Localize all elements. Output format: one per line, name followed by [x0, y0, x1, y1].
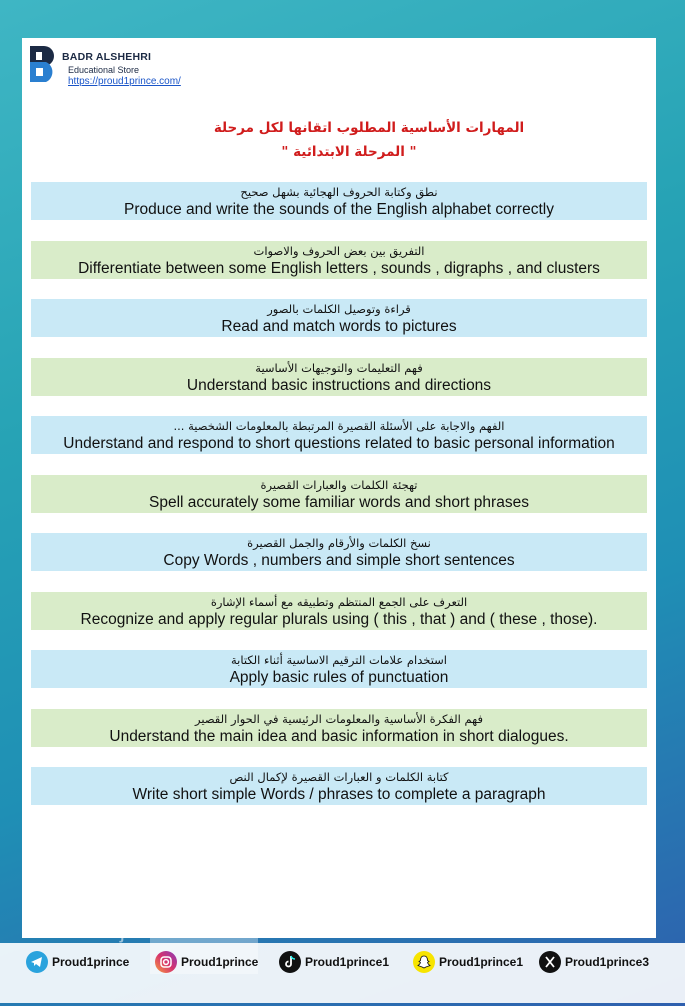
- skill-row: [31, 241, 647, 279]
- skill-english: Copy Words , numbers and simple short sentences: [163, 552, 515, 569]
- social-handle: Proud1prince1: [305, 955, 390, 969]
- skill-row: [31, 767, 647, 805]
- skill-english: Differentiate between some English letters , sounds , digraphs , and clusters: [78, 260, 600, 277]
- skill-row: [31, 533, 647, 571]
- skill-row: [31, 475, 647, 513]
- tiktok-icon: [279, 951, 301, 973]
- skill-english: Write short simple Words / phrases to complete a paragraph: [132, 786, 546, 803]
- skill-arabic: التعرف على الجمع المنتظم وتطبيقه مع أسماء الإشارة: [210, 595, 468, 609]
- skill-english: Read and match words to pictures: [221, 318, 457, 335]
- skill-arabic: كتابة الكلمات و العبارات القصيرة لإكمال النص: [229, 770, 449, 784]
- skill-arabic: تهجئة الكلمات والعبارات القصيرة: [260, 478, 418, 492]
- brand-url-link[interactable]: https://proud1prince.com/: [68, 76, 181, 87]
- brand-logo-icon: [28, 44, 62, 84]
- skill-arabic: نسخ الكلمات والأرقام والجمل القصيرة: [247, 536, 431, 550]
- social-footer: [0, 943, 685, 1003]
- skill-english: Recognize and apply regular plurals using ( this , that ) and ( these , those).: [80, 611, 598, 628]
- skill-row: [31, 358, 647, 396]
- skill-english: Understand and respond to short questions related to basic personal information: [63, 435, 615, 452]
- page-title: المهارات الأساسية المطلوب اتقانها لكل مرحلة: [213, 120, 525, 136]
- skill-english: Produce and write the sounds of the English alphabet correctly: [124, 201, 554, 218]
- skill-row: [31, 650, 647, 688]
- social-tiktok[interactable]: [279, 951, 389, 973]
- brand-subtitle: Educational Store: [68, 65, 140, 75]
- skill-arabic: فهم التعليمات والتوجيهات الأساسية: [255, 361, 423, 375]
- skill-english: Spell accurately some familiar words and short phrases: [149, 494, 529, 511]
- skill-row: [31, 182, 647, 220]
- social-handle: Proud1prince: [52, 955, 130, 969]
- skill-arabic: قراءة وتوصيل الكلمات بالصور: [267, 302, 411, 316]
- x-icon: [539, 951, 561, 973]
- social-instagram[interactable]: [155, 951, 258, 973]
- skill-row: [31, 416, 647, 454]
- page-subtitle: " المرحلة الابتدائية ": [281, 144, 417, 160]
- watermark-text: almanahj.com/sa: [32, 918, 206, 943]
- social-handle: Proud1prince3: [565, 955, 650, 969]
- snapchat-icon: [413, 951, 435, 973]
- social-handle: Proud1prince: [181, 955, 259, 969]
- social-snapchat[interactable]: [413, 951, 523, 973]
- skill-arabic: فهم الفكرة الأساسية والمعلومات الرئيسية في الحوار القصير: [195, 712, 483, 726]
- skill-arabic: الفهم والاجابة على الأسئلة القصيرة المرتبطة بالمعلومات الشخصية ...: [173, 419, 505, 433]
- skill-arabic: التفريق بين بعض الحروف والاصوات: [253, 244, 425, 258]
- skill-english: Understand basic instructions and directions: [186, 377, 492, 394]
- skill-row: [31, 592, 647, 630]
- skill-english: Understand the main idea and basic information in short dialogues.: [109, 728, 569, 745]
- skill-arabic: استخدام علامات الترقيم الاساسية أثناء الكتابة: [230, 653, 448, 667]
- skill-row: [31, 299, 647, 337]
- skill-row: [31, 709, 647, 747]
- document-page: [22, 38, 656, 938]
- instagram-icon: [155, 951, 177, 973]
- brand-name: BADR ALSHEHRI: [62, 51, 152, 63]
- social-telegram[interactable]: [26, 951, 129, 973]
- skill-arabic: نطق وكتابة الحروف الهجائية بشهل صحيح: [240, 185, 438, 199]
- social-handle: Proud1prince1: [439, 955, 524, 969]
- skill-english: Apply basic rules of punctuation: [229, 669, 449, 686]
- telegram-icon: [26, 951, 48, 973]
- social-x[interactable]: [539, 951, 649, 973]
